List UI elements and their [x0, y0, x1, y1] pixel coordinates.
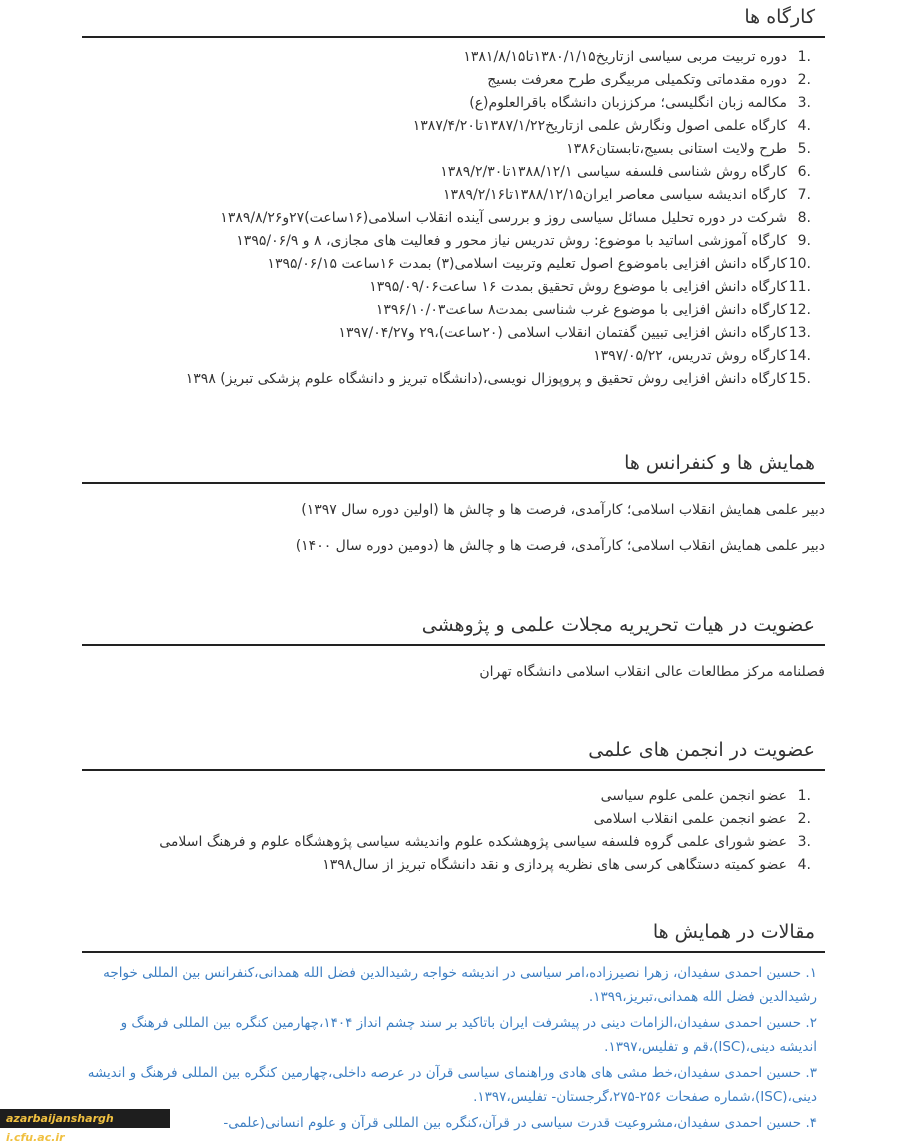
workshop-item-number: 7.: [797, 187, 811, 203]
workshops-title: کارگاه ها: [82, 6, 825, 38]
workshop-item-number: 8.: [797, 210, 811, 226]
workshop-item: [82, 345, 811, 368]
workshop-item-text: دوره مقدماتی وتکمیلی مربیگری طرح معرفت بسیج: [487, 72, 787, 88]
workshop-item: [82, 230, 811, 253]
workshop-item-number: 12.: [788, 302, 811, 318]
association-item: [82, 808, 811, 831]
association-item-number: 3.: [797, 834, 811, 850]
conferences-section: [82, 452, 825, 554]
workshop-item-number: 11.: [788, 279, 811, 295]
workshop-item-text: کارگاه آموزشی اساتید با موضوع: روش تدریس نیاز محور و فعالیت های مجازی، ۸ و ۱۳۹۵/۰۶/۹: [236, 233, 787, 249]
conferences-title: همایش ها و کنفرانس ها: [82, 452, 825, 484]
association-item-text: عضو کمیته دستگاهی کرسی های نظریه پردازی و نقد دانشگاه تبریز از سال۱۳۹۸: [322, 857, 787, 873]
workshop-item-text: کارگاه دانش افزایی باموضوع اصول تعلیم وتربیت اسلامی(۳) بمدت ۱۶ساعت ۱۳۹۵/۰۶/۱۵: [267, 256, 787, 272]
workshop-item-number: 13.: [788, 325, 811, 341]
workshop-item: [82, 299, 811, 322]
workshop-item-text: کارگاه روش تدریس، ۱۳۹۷/۰۵/۲۲: [593, 348, 787, 364]
workshop-item: [82, 161, 811, 184]
workshop-item-number: 5.: [797, 141, 811, 157]
workshop-item: [82, 46, 811, 69]
conference-item: دبیر علمی همایش انقلاب اسلامی؛ کارآمدی، فرصت ها و چالش ها (دومین دوره سال ۱۴۰۰): [295, 538, 825, 554]
site-watermark: azarbaijanshargh i.cfu.ac.ir: [0, 1109, 170, 1128]
paper-item[interactable]: ۱. حسین احمدی سفیدان، زهرا نصیرزاده،امر سیاسی در اندیشه خواجه رشیدالدین فضل الله همدانی،کنفرانس بین المللی خواجه رشیدالدین فضل الله همدانی،تبریز،۱۳۹۹.: [103, 965, 817, 1005]
workshop-item-number: 10.: [788, 256, 811, 272]
workshop-item-number: 15.: [788, 371, 811, 387]
workshop-item: [82, 368, 811, 391]
association-item: [82, 831, 811, 854]
editorial-item: فصلنامه مرکز مطالعات عالی انقلاب اسلامی دانشگاه تهران: [479, 664, 825, 680]
workshop-item-text: کارگاه روش شناسی فلسفه سیاسی ۱۳۸۸/۱۲/۱تا۱۳۸۹/۲/۳۰: [440, 164, 787, 180]
workshop-item: [82, 92, 811, 115]
workshop-item-number: 4.: [797, 118, 811, 134]
associations-title: عضویت در انجمن های علمی: [82, 739, 825, 771]
workshops-section: [82, 6, 825, 391]
association-item-number: 2.: [797, 811, 811, 827]
workshop-item: [82, 184, 811, 207]
workshop-item-number: 3.: [797, 95, 811, 111]
workshop-item: [82, 115, 811, 138]
paper-item[interactable]: ۴. حسین احمدی سفیدان،مشروعیت قدرت سیاسی در قرآن،کنگره بین المللی قرآن و علوم انسانی(علمی-: [223, 1115, 817, 1131]
workshop-item: [82, 253, 811, 276]
editorial-section: [82, 614, 825, 680]
papers-list: [82, 953, 825, 1135]
association-item: [82, 854, 811, 877]
associations-list: [82, 771, 825, 877]
workshop-item-text: طرح ولایت استانی بسیج،تابستان۱۳۸۶: [566, 141, 787, 157]
conference-item: دبیر علمی همایش انقلاب اسلامی؛ کارآمدی، فرصت ها و چالش ها (اولین دوره سال ۱۳۹۷): [301, 502, 825, 518]
workshop-item-text: کارگاه اندیشه سیاسی معاصر ایران۱۳۸۸/۱۲/۱۵تا۱۳۸۹/۲/۱۶: [442, 187, 787, 203]
workshop-item-text: کارگاه دانش افزایی با موضوع غرب شناسی بمدت۸ ساعت۱۳۹۶/۱۰/۰۳: [375, 302, 787, 318]
workshop-item: [82, 207, 811, 230]
paper-item[interactable]: ۳. حسین احمدی سفیدان،خط مشی های هادی وراهنمای سیاسی قرآن در عرصه داخلی،چهارمین کنگره بین المللی فرهنگ و اندیشه دینی،(ISC)،شماره صفحات ۲۵۶-۲۷۵،گرجستان- تفلیس،۱۳۹۷.: [87, 1065, 817, 1105]
workshop-item-number: 6.: [797, 164, 811, 180]
papers-title: مقالات در همایش ها: [82, 921, 825, 953]
workshop-item-number: 1.: [797, 49, 811, 65]
association-item-text: عضو انجمن علمی انقلاب اسلامی: [593, 811, 787, 827]
workshop-item-text: کارگاه دانش افزایی تبیین گفتمان انقلاب اسلامی (۲۰ساعت)،۲۹ و۱۳۹۷/۰۴/۲۷: [338, 325, 787, 341]
workshop-item: [82, 322, 811, 345]
workshop-item-number: 2.: [797, 72, 811, 88]
workshop-item-number: 9.: [797, 233, 811, 249]
papers-section: [82, 921, 825, 1137]
workshop-item-text: دوره تربیت مربی سیاسی ازتاریخ۱۳۸۰/۱/۱۵تا۱۳۸۱/۸/۱۵: [463, 49, 787, 65]
workshop-item-text: کارگاه دانش افزایی با موضوع روش تحقیق بمدت ۱۶ ساعت۱۳۹۵/۰۹/۰۶: [369, 279, 787, 295]
paper-item[interactable]: ۲. حسین احمدی سفیدان،الزامات دینی در پیشرفت ایران باتاکید بر سند چشم انداز ۱۴۰۴،چهارمین کنگره بین المللی فرهنگ و اندیشه دینی،(ISC)،قم و تفلیس،۱۳۹۷.: [120, 1015, 817, 1055]
association-item: [82, 785, 811, 808]
associations-section: [82, 739, 825, 877]
association-item-number: 1.: [797, 788, 811, 804]
workshop-item-text: کارگاه دانش افزایی روش تحقیق و پروپوزال نویسی،(دانشگاه تبریز و دانشگاه علوم پزشکی تبریز) ۱۳۹۸: [185, 371, 787, 387]
workshop-item-text: مکالمه زبان انگلیسی؛ مرکززبان دانشگاه باقرالعلوم(ع): [469, 95, 787, 111]
association-item-text: عضو شورای علمی گروه فلسفه سیاسی پژوهشکده علوم واندیشه سیاسی پژوهشگاه علوم و فرهنگ اسلامی: [159, 834, 787, 850]
workshop-item: [82, 138, 811, 161]
workshop-item: [82, 276, 811, 299]
workshops-list: [82, 38, 825, 391]
editorial-title: عضویت در هیات تحریریه مجلات علمی و پژوهشی: [82, 614, 825, 646]
workshop-item: [82, 69, 811, 92]
association-item-text: عضو انجمن علمی علوم سیاسی: [600, 788, 787, 804]
workshop-item-text: کارگاه علمی اصول ونگارش علمی ازتاریخ۱۳۸۷/۱/۲۲تا۱۳۸۷/۴/۲۰: [412, 118, 787, 134]
workshop-item-number: 14.: [788, 348, 811, 364]
workshop-item-text: شرکت در دوره تحلیل مسائل سیاسی روز و بررسی آینده انقلاب اسلامی(۱۶ساعت)۲۷و۱۳۸۹/۸/۲۶: [220, 210, 787, 226]
association-item-number: 4.: [797, 857, 811, 873]
